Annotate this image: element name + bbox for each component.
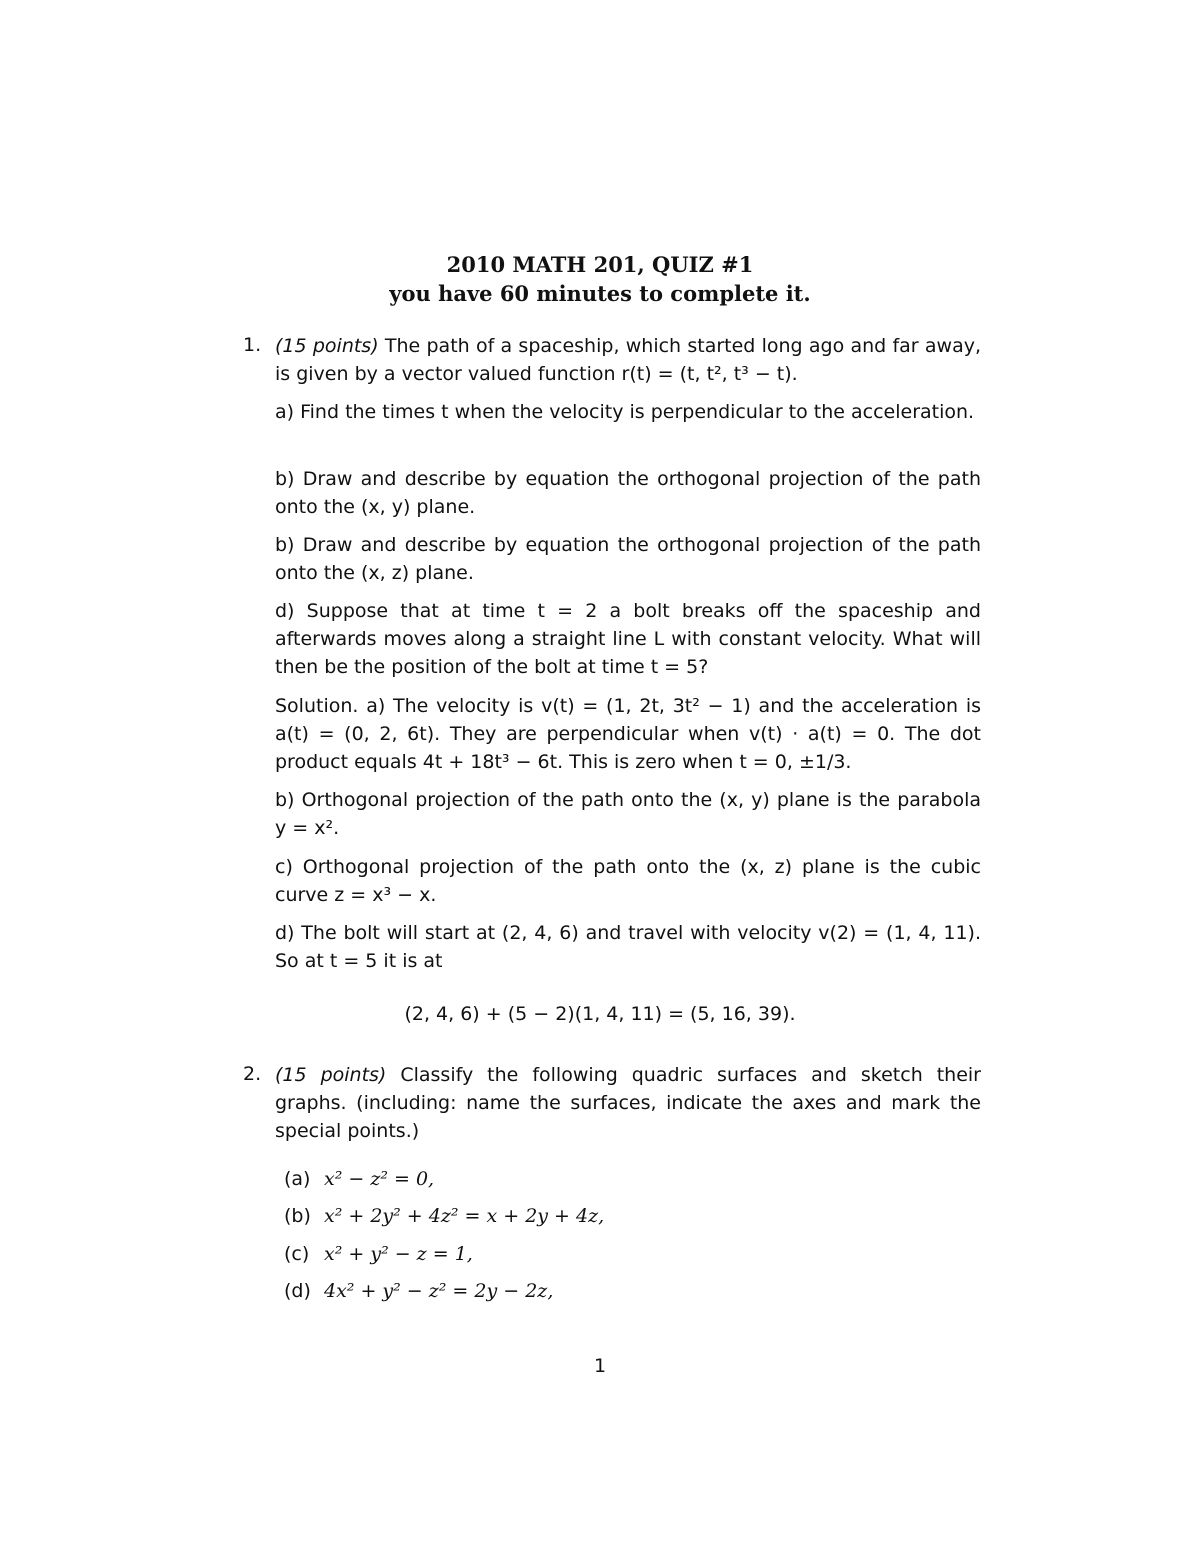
problem-1-number: 1.: [243, 334, 262, 356]
item-label: (a): [284, 1168, 311, 1190]
solution-part-b: b) Orthogonal projection of the path onto the (x, y) plane is the parabola y = x².: [275, 789, 981, 839]
solution-part-c: c) Orthogonal projection of the path onto the (x, z) plane is the cubic curve z = x³ − x.: [275, 856, 981, 906]
page-number: 1: [593, 1355, 607, 1377]
item-label: (c): [284, 1243, 310, 1265]
solution-display-equation: (2, 4, 6) + (5 − 2)(1, 4, 11) = (5, 16, 39).: [404, 1003, 796, 1025]
problem-1-part-c: b) Draw and describe by equation the orthogonal projection of the path onto the (x, z) plane.: [275, 534, 981, 584]
problem-1-part-b: b) Draw and describe by equation the orthogonal projection of the path onto the (x, y) plane.: [275, 468, 981, 518]
quiz-title: 2010 MATH 201, QUIZ #1: [446, 252, 754, 277]
solution-part-d: d) The bolt will start at (2, 4, 6) and travel with velocity v(2) = (1, 4, 11). So at t = 5 it is at: [275, 922, 981, 972]
quadric-item: [284, 1168, 434, 1190]
solution-part-a: Solution. a) The velocity is v(t) = (1, 2t, 3t² − 1) and the acceleration is a(t) = (0, 2, 6t). They are perpendicular when v(t) · a(t) = 0. The dot product equals 4t + 18t³ − 6t. This is zero when t = 0, ±1/3.: [275, 695, 981, 773]
item-equation: x² + y² − z = 1,: [324, 1243, 473, 1265]
item-equation: x² − z² = 0,: [324, 1168, 435, 1190]
problem-2-text: Classify the following quadric surfaces and sketch their graphs. (including: name the surfaces, indicate the axes and mark the special points.): [275, 1064, 981, 1142]
item-equation: 4x² + y² − z² = 2y − 2z,: [324, 1280, 554, 1302]
problem-2-number: 2.: [243, 1063, 262, 1085]
quiz-subtitle: you have 60 minutes to complete it.: [389, 281, 811, 306]
quadric-item: [284, 1205, 604, 1227]
problem-1-part-a: a) Find the times t when the velocity is perpendicular to the acceleration.: [275, 401, 975, 423]
quadric-item: [284, 1280, 553, 1302]
problem-1-text: The path of a spaceship, which started long ago and far away, is given by a vector valued function r(t) = (t, t², t³ − t).: [275, 335, 981, 385]
item-equation: x² + 2y² + 4z² = x + 2y + 4z,: [324, 1205, 605, 1227]
problem-2-statement: [275, 1061, 981, 1145]
quadric-item: [284, 1243, 473, 1265]
item-label: (b): [284, 1205, 311, 1227]
problem-1-points: (15 points): [275, 335, 379, 357]
problem-1-statement: [275, 332, 981, 388]
problem-2-points: (15 points): [275, 1064, 387, 1086]
item-label: (d): [284, 1280, 311, 1302]
problem-1-part-d: d) Suppose that at time t = 2 a bolt breaks off the spaceship and afterwards moves along a straight line L with constant velocity. What will then be the position of the bolt at time t = 5?: [275, 600, 981, 678]
